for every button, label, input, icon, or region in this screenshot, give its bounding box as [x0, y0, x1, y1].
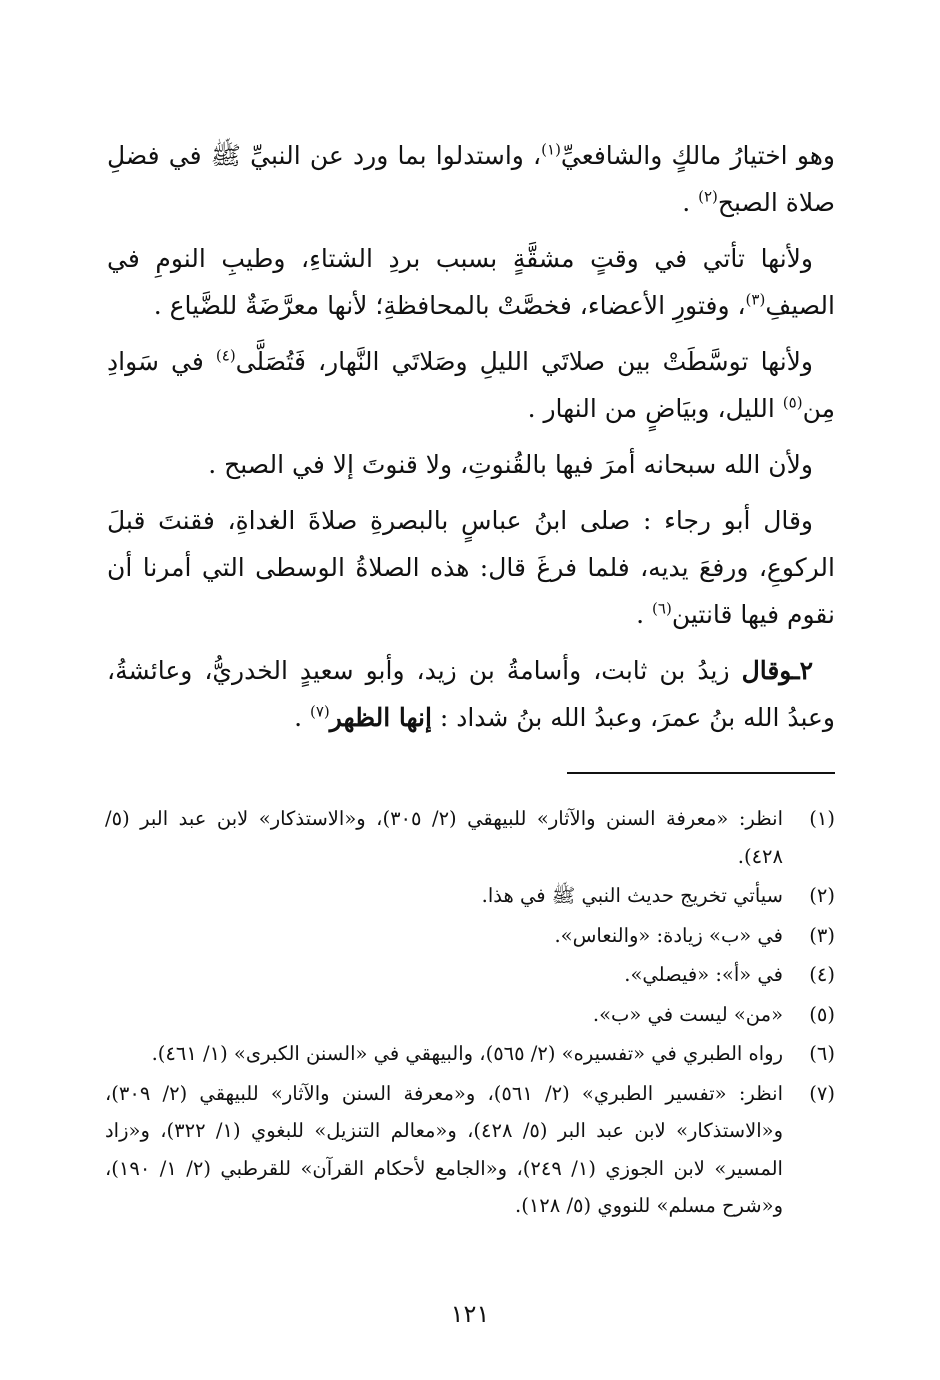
footnote-item: [105, 917, 835, 955]
text-run: .: [636, 600, 653, 629]
footnote-ref-1[interactable]: (١): [541, 140, 561, 159]
text-run: ، وفتورِ الأعضاء، فخصَّتْ بالمحافظةِ؛ لأنها معرَّضَةٌ للضَّياع .: [153, 291, 746, 320]
text-run: ولأنها توسَّطَتْ بين صلاتَي الليلِ وصَلاتَي النَّهار، فَتُصَلَّى: [235, 347, 813, 376]
footnote-separator: [567, 772, 835, 774]
footnote-ref-6[interactable]: (٦): [652, 599, 672, 618]
footnote-number: (١): [809, 807, 835, 830]
footnote-text: سيأتي تخريج حديث النبي ﷺ في هذا.: [481, 884, 783, 907]
footnote-number: (٦): [809, 1042, 835, 1065]
footnote-ref-4[interactable]: (٤): [215, 346, 236, 365]
footnote-item: [105, 996, 835, 1034]
footnote-item: [105, 956, 835, 994]
text-run: وهو اختيارُ مالكٍ والشافعيِّ: [560, 141, 835, 170]
paragraph-5: [107, 497, 835, 638]
footnote-text: رواه الطبري في «تفسيره» (٢/ ٥٦٥)، والبيهقي في «السنن الكبرى» (١/ ٤٦١).: [151, 1042, 783, 1065]
paragraph-2: [107, 235, 835, 329]
text-run: ، واستدلوا بما ورد عن النبيِّ ﷺ في فضلِ صلاة الصبح: [107, 141, 835, 217]
footnote-number: (٧): [809, 1081, 835, 1105]
footnote-ref-3[interactable]: (٣): [745, 290, 766, 309]
text-run: .: [294, 703, 310, 732]
footnote-ref-5[interactable]: (٥): [782, 393, 803, 412]
footnote-text: انظر: «تفسير الطبري» (٢/ ٥٦١)، و«معرفة السنن والآثار» للبيهقي (٢/ ٣٠٩)، و«الاستذكار» لابن عبد البر (٥/ ٤٢٨)، و«معالم التنزيل» للبغوي (١/ ٣٢٢)، و«زاد المسير» لابن الجوزي (١/ ٢٤٩)، و«الجامع لأحكام القرآن» للقرطبي (٢/ ١/ ١٩٠)، و«شرح مسلم» للنووي (٥/ ١٢٨).: [105, 1081, 784, 1217]
footnote-number: (٥): [809, 1002, 835, 1026]
paragraph-4: ولأن الله سبحانه أمرَ فيها بالقُنوتِ، ولا قنوتَ إلا في الصبح .: [208, 450, 813, 479]
text-run: الليل، وبيَاضٍ من النهار .: [527, 394, 783, 423]
footnote-ref-2[interactable]: (٢): [698, 187, 718, 206]
footnote-number: (٤): [809, 963, 835, 986]
bold-phrase: إنها الظهر: [329, 703, 432, 732]
footnote-text: «من» ليست في «ب».: [592, 1002, 783, 1026]
paragraph-3: [107, 338, 835, 432]
footnote-item: [105, 877, 835, 915]
text-run: .: [682, 188, 699, 217]
item-number: ٢ـ: [792, 656, 813, 685]
paragraph-1: [107, 132, 835, 226]
footnote-text: في «ب» زيادة: «والنعاس».: [554, 923, 783, 947]
footnote-item: [105, 800, 835, 875]
footnote-ref-7[interactable]: (٧): [309, 702, 330, 721]
text-run: وقال أبو رجاء : صلى ابنُ عباسٍ بالبصرةِ صلاةَ الغداةِ، فقنتَ قبلَ الركوعِ، ورفعَ يديه، فلما فرغَ قال: هذه الصلاةُ الوسطى التي أمرنا أن نقوم فيها قانتين: [107, 506, 835, 629]
text-run: ولأنها تأتي في وقتٍ مشقَّةٍ بسبب بردِ الشتاءِ، وطيبِ النومِ في الصيفِ: [107, 244, 835, 320]
footnote-text: في «أ»: «فيصلي».: [624, 963, 783, 986]
footnote-item: [105, 1035, 835, 1073]
footnote-item: [105, 1075, 835, 1225]
text-run: في سَوادِ مِن: [107, 347, 835, 423]
lead-word: وقال: [741, 656, 793, 685]
footnote-number: (٢): [809, 884, 835, 907]
footnote-number: (٣): [809, 923, 835, 947]
text-run: زيدُ بن ثابت، وأسامةُ بن زيد، وأبو سعيدٍ الخدريُّ، وعائشةُ، وعبدُ الله بنُ عمرَ، وعبدُ الله بنُ شداد :: [107, 656, 835, 732]
footnotes-list: [105, 800, 835, 1227]
page-number: ١٢١: [450, 1300, 490, 1328]
paragraph-6: [107, 647, 835, 741]
main-text: [107, 132, 835, 750]
footnote-text: انظر: «معرفة السنن والآثار» للبيهقي (٢/ ٣٠٥)، و«الاستذكار» لابن عبد البر (٥/ ٤٢٨).: [105, 807, 783, 868]
